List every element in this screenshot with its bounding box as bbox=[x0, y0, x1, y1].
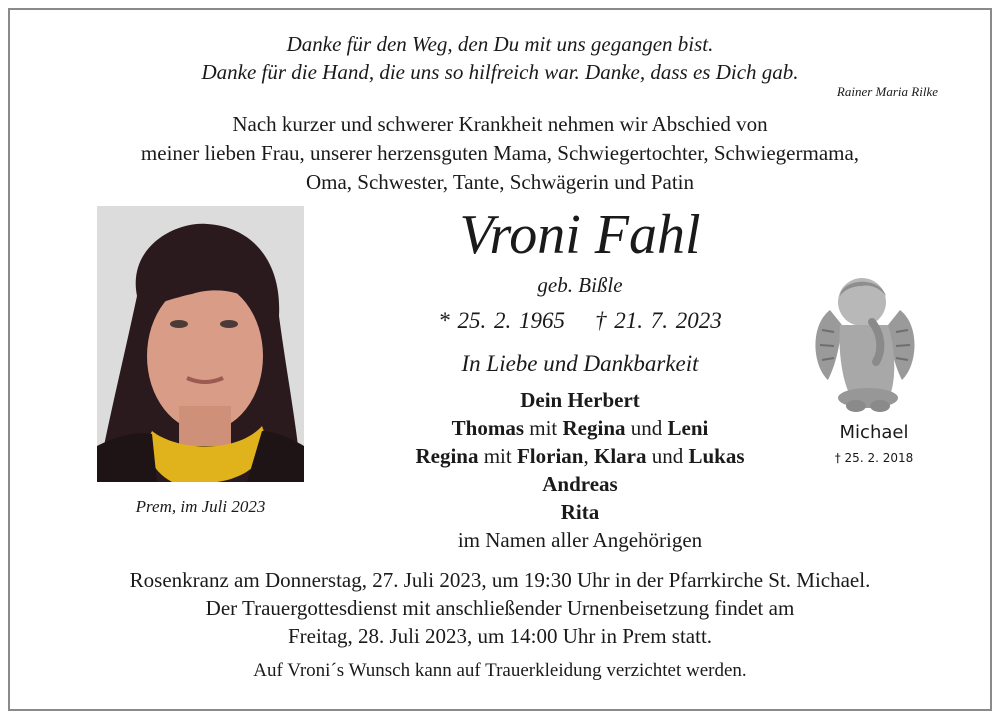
quote-line-2: Danke für die Hand, die uns so hilfreich war. Danke, dass es Dich gab. bbox=[201, 60, 799, 84]
quote-author: Rainer Maria Rilke bbox=[836, 84, 938, 99]
life-dates bbox=[340, 308, 820, 334]
family-line: im Namen aller Angehörigen bbox=[457, 528, 703, 552]
angel-date: † 25. 2. 2018 bbox=[834, 451, 914, 465]
deceased-name: Vroni Fahl bbox=[459, 204, 701, 266]
intro-line-2: meiner lieben Frau, unserer herzensguten Mama, Schwiegertochter, Schwiegermama, bbox=[140, 141, 860, 165]
maiden-name: geb. Bißle bbox=[537, 273, 623, 297]
service-line-1: Rosenkranz am Donnerstag, 27. Juli 2023, um 19:30 Uhr in der Pfarrkirche St. Michael. bbox=[129, 568, 871, 592]
intro-line-1: Nach kurzer und schwerer Krankheit nehmen wir Abschied von bbox=[232, 112, 768, 136]
birth-date: * 25. 2. 1965 bbox=[438, 308, 565, 333]
intro-line-3: Oma, Schwester, Tante, Schwägerin und Patin bbox=[305, 170, 695, 194]
family-line: Andreas bbox=[542, 472, 618, 496]
service-info bbox=[0, 566, 1000, 650]
family-line: Rita bbox=[560, 500, 600, 524]
family-list bbox=[340, 386, 820, 554]
quote bbox=[0, 30, 1000, 86]
family-line: Regina mit Florian, Klara und Lukas bbox=[415, 444, 745, 468]
angel-icon bbox=[810, 270, 920, 415]
portrait-photo bbox=[97, 206, 304, 482]
clothing-wish: Auf Vroni´s Wunsch kann auf Trauerkleidung verzichtet werden. bbox=[253, 660, 747, 681]
family-line: Dein Herbert bbox=[520, 388, 640, 412]
gratitude-line: In Liebe und Dankbarkeit bbox=[461, 351, 699, 376]
angel-name: Michael bbox=[839, 422, 909, 443]
quote-line-1: Danke für den Weg, den Du mit uns gegangen bist. bbox=[286, 32, 714, 56]
family-line: Thomas mit Regina und Leni bbox=[451, 416, 709, 440]
photo-caption: Prem, im Juli 2023 bbox=[135, 497, 266, 516]
intro-text bbox=[0, 110, 1000, 197]
death-date: † 21. 7. 2023 bbox=[595, 308, 722, 333]
service-line-2: Der Trauergottesdienst mit anschließender Urnenbeisetzung findet am bbox=[205, 596, 795, 620]
service-line-3: Freitag, 28. Juli 2023, um 14:00 Uhr in Prem statt. bbox=[287, 624, 713, 648]
